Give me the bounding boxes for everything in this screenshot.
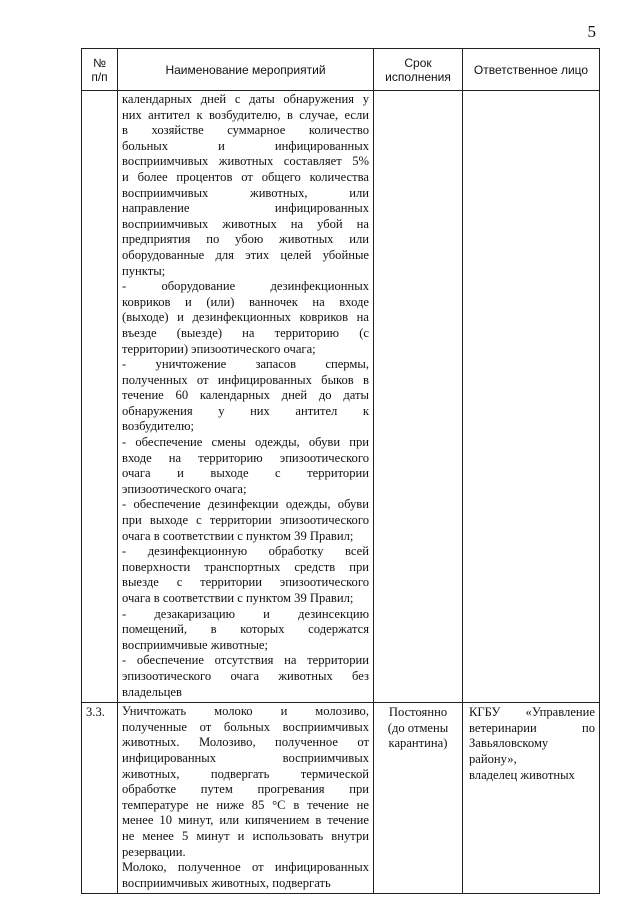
text-line: инфицированных восприимчивых — [122, 750, 369, 765]
responsible-cell — [463, 703, 600, 894]
header-number: № п/п — [82, 49, 118, 91]
text-line: территории) эпизоотического очага; — [122, 341, 316, 356]
text-line: Молоко, полученное от инфицированных — [122, 860, 369, 875]
text-line: - оборудование дезинфекционных — [122, 279, 369, 294]
text-line: - обеспечение смены одежды, обуви при — [122, 435, 369, 450]
text-line: очага в соответствии с пунктом 39 Правил; — [122, 528, 354, 543]
text-line: направление инфицированных — [122, 201, 369, 216]
text-line: менее 10 минут, или кипячением в течение — [122, 813, 369, 828]
term-cell — [374, 703, 463, 894]
row-number-cell — [82, 91, 118, 703]
text-line: эпизоотического очага животных без — [122, 668, 369, 683]
text-line: (выходе) и дезинфекционных ковриков на — [122, 310, 369, 325]
text-line: календарных дней с даты обнаружения у — [122, 92, 369, 106]
text-line: - дезинфекционную обработку всей — [122, 544, 369, 559]
text-line: восприимчивых животных составляет 5% — [122, 154, 369, 169]
table-row — [82, 703, 600, 894]
text-line: и более процентов от общего количества — [122, 169, 369, 184]
header-term: Срок исполнения — [374, 49, 463, 91]
text-line: Уничтожать молоко и молозиво, — [122, 704, 369, 719]
measure-text — [118, 91, 373, 702]
text-line: оборудованные для этих целей убойные — [122, 247, 369, 262]
text-line: при выходе с территории эпизоотического — [122, 513, 369, 528]
measure-text-cell — [118, 91, 374, 703]
term-cell — [374, 91, 463, 703]
text-line: восприимчивых животных на убой на — [122, 216, 369, 231]
measure-text-cell — [118, 703, 374, 894]
text-line: обработке путем прогревания при — [122, 782, 369, 797]
text-line: - обеспечение отсутствия на территории — [122, 653, 369, 668]
header-measures: Наименование мероприятий — [118, 49, 374, 91]
text-line: полученные от больных восприимчивых — [122, 719, 369, 734]
text-line: температуре не ниже 85 °С в течение не — [122, 797, 369, 812]
text-line: восприимчивых животных, или — [122, 185, 369, 200]
text-line: помещений, в которых содержатся — [122, 622, 369, 637]
responsible-line: Завьяловскому — [469, 736, 549, 751]
text-line: входе на территорию эпизоотического — [122, 450, 369, 465]
page-number: 5 — [587, 22, 596, 41]
responsible-text — [463, 703, 599, 783]
text-line: очага в соответствии с пунктом 39 Правил; — [122, 591, 354, 605]
responsible-line: владелец животных — [469, 767, 575, 782]
text-line: полученных от инфицированных быков в — [122, 372, 369, 387]
text-line: течение 60 календарных дней до даты — [122, 388, 369, 403]
text-line: животных, подвергать термической — [122, 766, 369, 781]
responsible-line: КГБУ «Управление — [469, 705, 595, 720]
text-line: очага и выходе с территории — [122, 466, 369, 481]
text-line: въезде (выезде) на территорию (с — [122, 325, 369, 340]
responsible-line: району», — [469, 751, 517, 766]
text-line: предприятия по убою животных или — [122, 232, 369, 247]
term-line: (до отмены — [387, 720, 449, 735]
header-responsible: Ответственное лицо — [463, 49, 600, 91]
text-line: в хозяйстве суммарное количество — [122, 123, 369, 138]
text-line: возбудителю; — [122, 419, 194, 434]
term-text — [374, 703, 462, 752]
text-line: - дезакаризацию и дезинсекцию — [122, 606, 369, 621]
measures-table — [81, 48, 600, 894]
text-line: поверхности транспортных средств при — [122, 559, 369, 574]
row-number-cell: 3.3. — [82, 703, 118, 894]
text-line: них антител к возбудителю, в случае, если — [122, 107, 369, 122]
text-line: не менее 5 минут и использовать внутри — [122, 828, 369, 843]
text-line: больных и инфицированных — [122, 138, 369, 153]
table-header-row — [82, 49, 600, 91]
text-line: обнаружения у них антител к — [122, 403, 369, 418]
text-line: восприимчивых животных, подвергать — [122, 875, 331, 890]
text-line: - уничтожение запасов спермы, — [122, 357, 369, 372]
term-line: карантина) — [388, 736, 448, 751]
responsible-line: ветеринарии по — [469, 720, 595, 735]
text-line: ковриков и (или) ванночек на входе — [122, 294, 369, 309]
text-line: восприимчивые животные; — [122, 637, 268, 652]
text-line: эпизоотического очага; — [122, 481, 247, 496]
text-line: животных. Молозиво, полученное от — [122, 735, 369, 750]
text-line: выезде с территории эпизоотического — [122, 575, 369, 590]
responsible-cell — [463, 91, 600, 703]
term-line: Постоянно — [388, 705, 448, 720]
measure-text — [118, 703, 373, 893]
text-line: - обеспечение дезинфекции одежды, обуви — [122, 497, 369, 512]
text-line: пункты; — [122, 263, 166, 278]
text-line: владельцев — [122, 684, 182, 699]
table-row — [82, 91, 600, 703]
text-line: резервации. — [122, 844, 186, 859]
